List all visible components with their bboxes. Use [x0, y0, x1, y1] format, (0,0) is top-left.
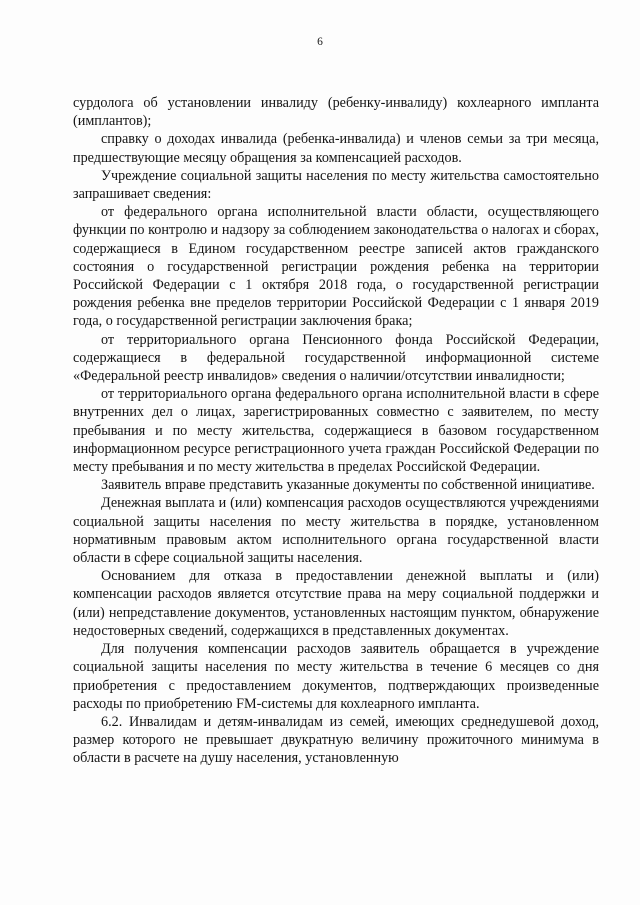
- paragraph-compensation-application: Для получения компенсации расходов заявитель обращается в учреждение социальной защиты населения по месту жительства в течение 6 месяцев со дня приобретения с предоставлением документов, подтверждающих произведенные расходы по приобретению FM-системы для кохлеарного импланта.: [73, 641, 599, 712]
- paragraph-internal-affairs: от территориального органа федерального органа исполнительной власти в сфере внутренних дел о лицах, зарегистрированных совместно с заявителем, по месту пребывания и по месту жительства, содержащиеся в базовом государственном информационном ресурсе регистрационного учета граждан Российской Федерации по месту пребывания и по месту жительства в пределах Российской Федерации.: [73, 386, 599, 476]
- page-number: 6: [317, 36, 323, 48]
- paragraph-income-certificate: справку о доходах инвалида (ребенка-инвалида) и членов семьи за три месяца, предшествующие месяцу обращения за компенсацией расходов.: [73, 131, 599, 166]
- paragraph-applicant-right: Заявитель вправе представить указанные документы по собственной инициативе.: [101, 477, 595, 494]
- paragraph-tax-authority: от федерального органа исполнительной власти области, осуществляющего функции по контролю и надзору за соблюдением законодательства о налогах и сборах, содержащиеся в Едином государственном реестре записей актов гражданского состояния о государственной регистрации рождения ребенка на территории Российской Федерации с 1 октября 2018 года, о государственной регистрации рождения ребенка вне пределов территории Российской Федерации с 1 января 2019 года, о государственной регистрации заключения брака;: [73, 204, 599, 330]
- paragraph-payment-procedure: Денежная выплата и (или) компенсация расходов осуществляются учреждениями социальной защиты населения по месту жительства в порядке, установленном нормативным правовым актом исполнительного органа государственной власти области в сфере социальной защиты населения.: [73, 495, 599, 567]
- paragraph-pension-fund: от территориального органа Пенсионного фонда Российской Федерации, содержащиеся в федеральной государственной информационной системе «Федеральной реестр инвалидов» сведения о наличии/отсутствии инвалидности;: [73, 331, 599, 385]
- paragraph-refusal-grounds: Основанием для отказа в предоставлении денежной выплаты и (или) компенсации расходов является отсутствие права на меру социальной поддержки и (или) непредставление документов, установленных настоящим пунктом, обнаружение недостоверных сведений, содержащихся в представленных документах.: [73, 568, 599, 639]
- paragraph-surdologist-conclusion: сурдолога об установлении инвалиду (ребенку-инвалиду) кохлеарного импланта (имплантов);: [73, 95, 599, 130]
- paragraph-section-6-2: 6.2. Инвалидам и детям-инвалидам из семей, имеющих среднедушевой доход, размер которого не превышает двукратную величину прожиточного минимума в области в расчете на душу населения, установленную: [73, 713, 599, 767]
- document-body: [73, 94, 599, 768]
- paragraph-institution-requests: Учреждение социальной защиты населения по месту жительства самостоятельно запрашивает сведения:: [73, 167, 599, 203]
